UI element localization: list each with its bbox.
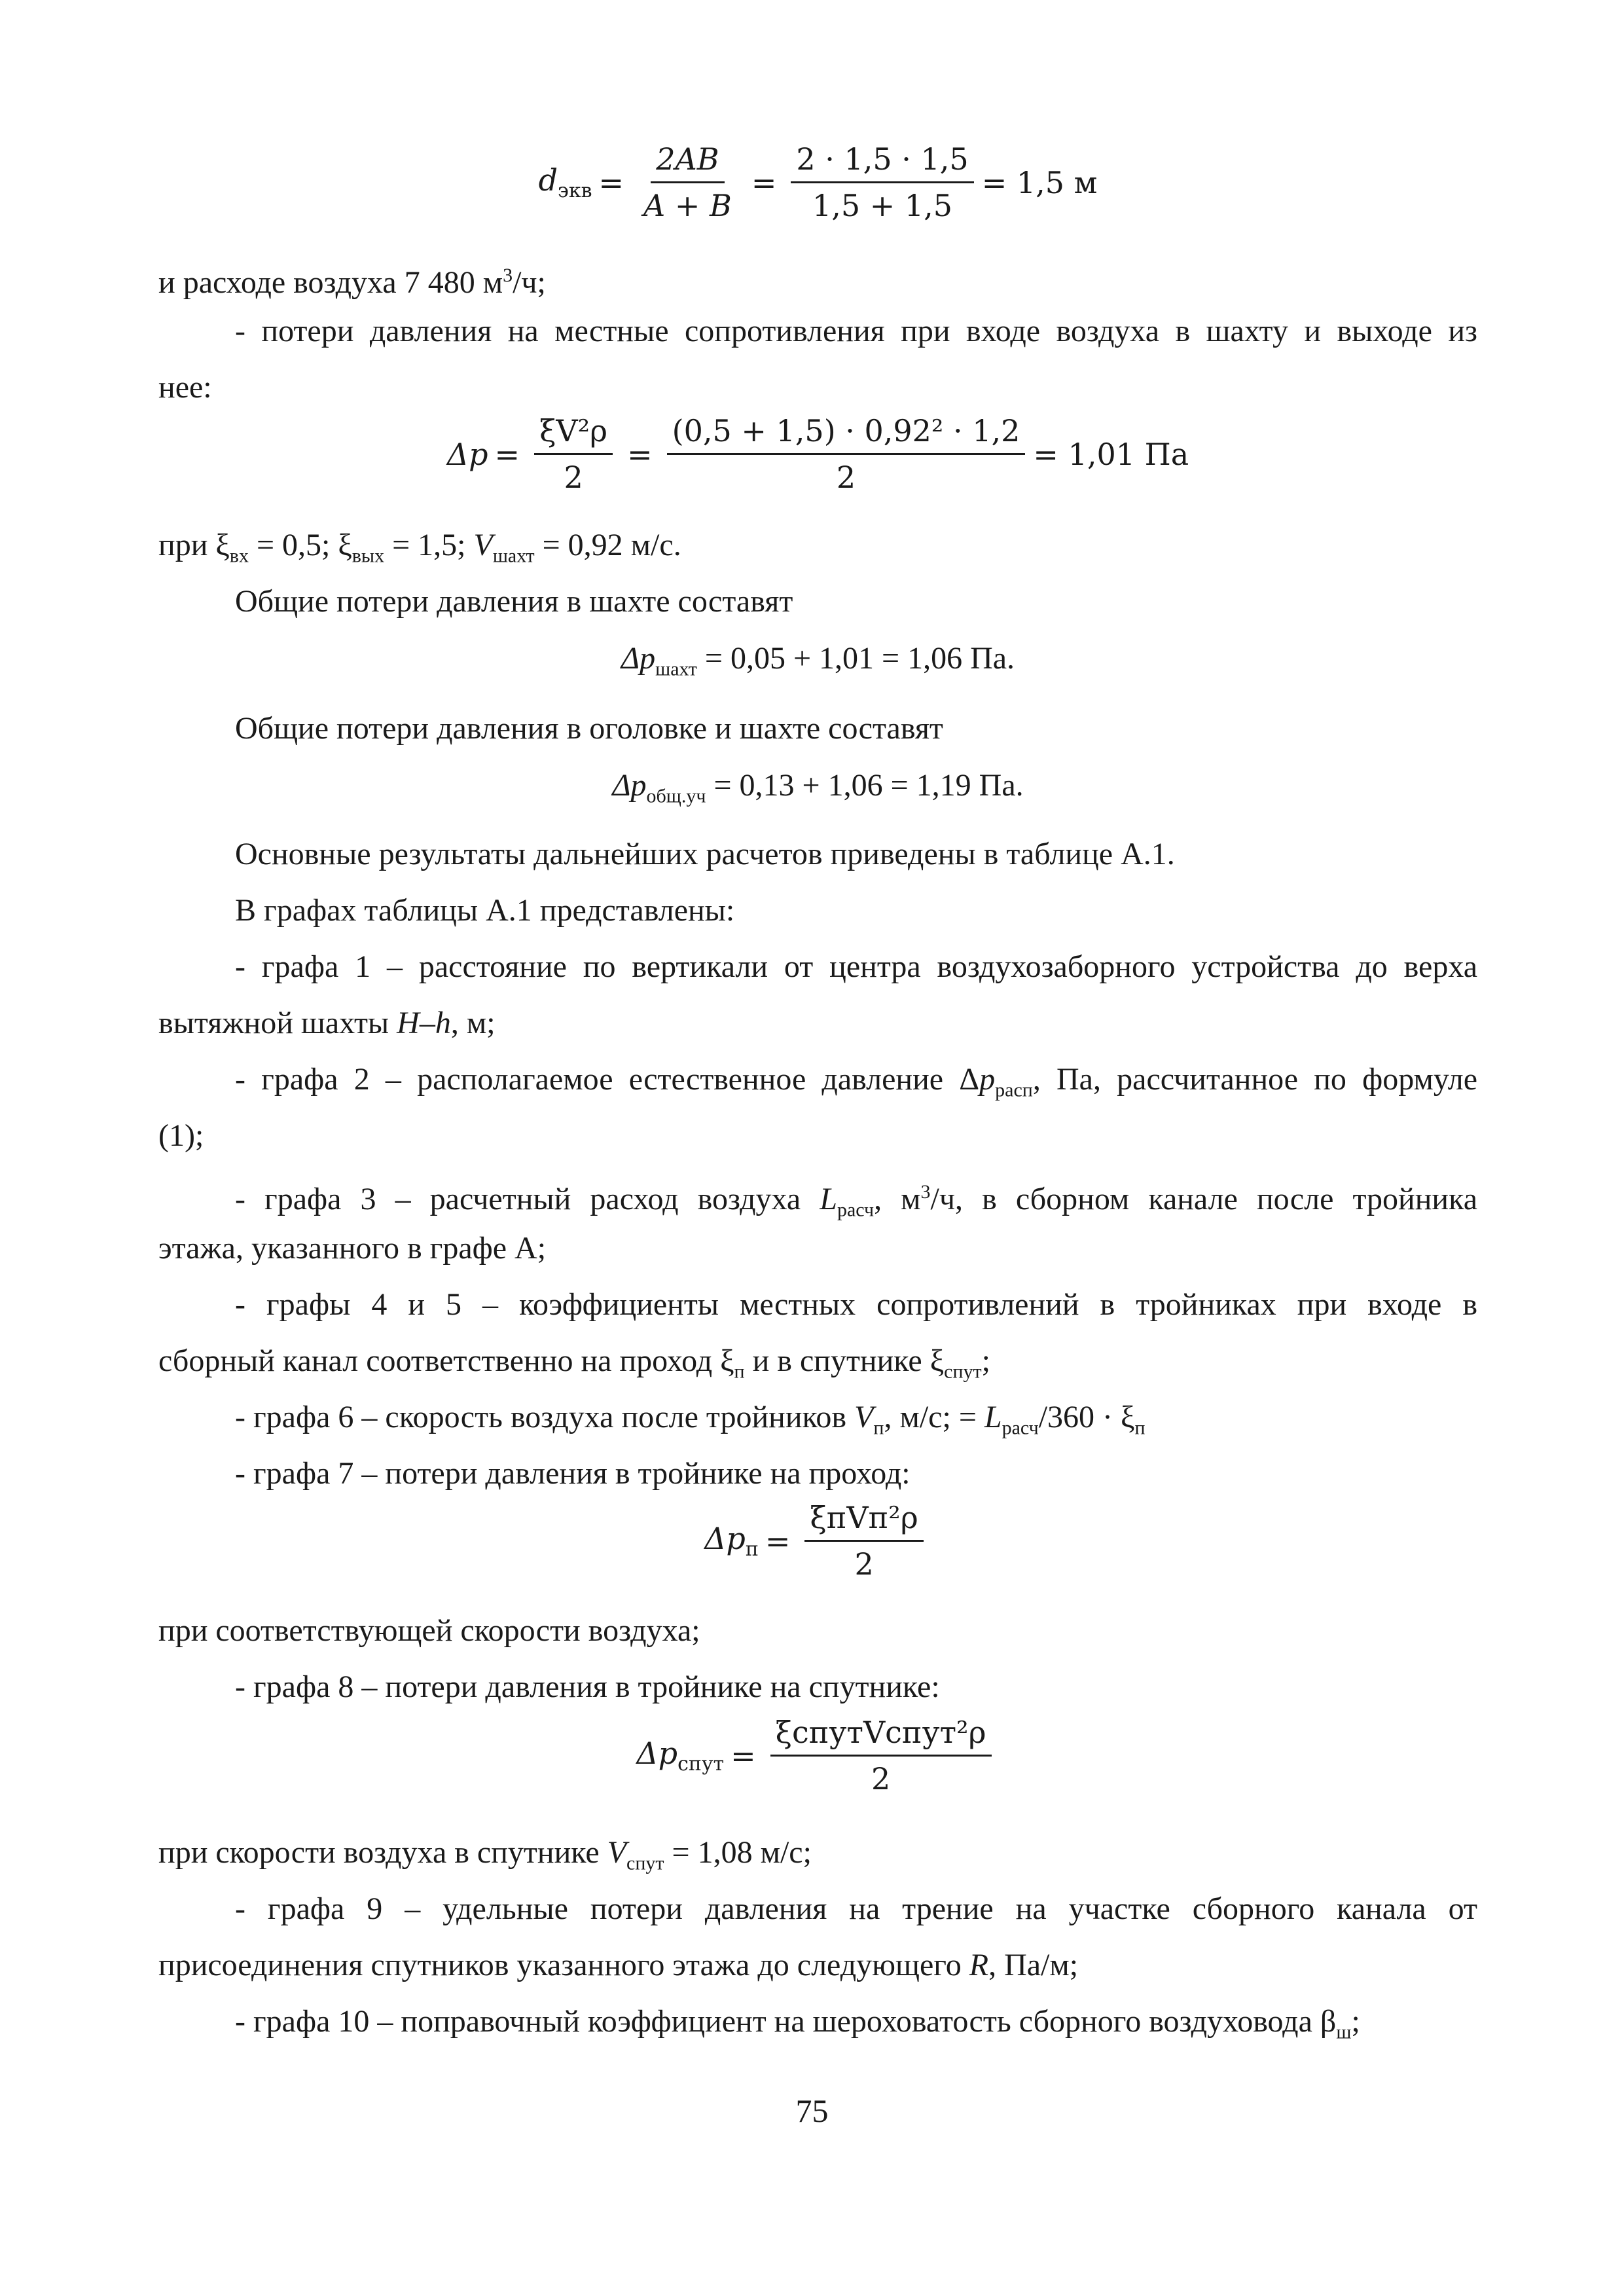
equation-equivalent-diameter: $d_{экв}$ = $\frac{2AB}{A + B}$ = $\frac{2 \cdot 1,5 \cdot 1,5}{1,5 + 1,5}$ = 1,5 м [538, 141, 1098, 223]
fraction-den: 2 [871, 1761, 891, 1796]
paragraph-local-losses-end: нее: [158, 370, 212, 405]
eq-lhs-sub: спут [677, 1753, 725, 1776]
fraction-values [791, 141, 973, 224]
paragraph-column-2: - графа 2 – располагаемое естественное давление $\Delta p_{расп}$, Па, рассчитанное по формуле [235, 1062, 1477, 1101]
paragraph-column-8: - графа 8 – потери давления в тройнике на спутнике: [235, 1669, 940, 1704]
fraction-num: ξV²ρ [534, 412, 613, 455]
fraction-formula [804, 1499, 923, 1582]
equation-shaft-total: $\Delta p_{шахт} = 0,05 + 1,01 = 1,06$ Па. [621, 641, 1015, 680]
eq-lhs-sub: экв [558, 179, 592, 203]
paragraph-column-9-end: присоединения спутников указанного этажа до следующего R, Па/м; [158, 1948, 1079, 1982]
fraction-den: 2 [854, 1546, 874, 1582]
paragraph-speed: при соответствующей скорости воздуха; [158, 1613, 700, 1648]
paragraph-columns-4-5: - графы 4 и 5 – коэффициенты местных сопротивлений в тройниках при входе в [235, 1287, 1477, 1322]
fraction-2ab [638, 141, 737, 224]
paragraph-satellite-speed: при скорости воздуха в спутнике $V_{спут} = 1,08$ м/с; [158, 1835, 812, 1874]
eq-lhs: Δp [636, 1735, 678, 1771]
paragraph-air-flow: и расходе воздуха 7 480 $м^3/ч$; [158, 264, 546, 300]
paragraph-column-1-end: вытяжной шахты H–h, м; [158, 1006, 496, 1040]
equation-tee-pass-loss: $\Delta p_п$ = $\frac{\text{ξпVп²ρ}}{2}$ [158, 1499, 1477, 1582]
eq-result: = 1,5 м [981, 164, 1098, 200]
paragraph-local-losses: - потери давления на местные сопротивления при входе воздуха в шахту и выходе из [235, 314, 1477, 348]
fraction-num: (0,5 + 1,5) · 0,92² · 1,2 [667, 412, 1026, 455]
paragraph-column-3-end: этажа, указанного в графе А; [158, 1231, 547, 1266]
paragraph-column-1: - графа 1 – расстояние по вертикали от центра воздухозаборного устройства до верха [235, 949, 1477, 984]
paragraph-column-7: - графа 7 – потери давления в тройнике на проход: [235, 1456, 911, 1491]
paragraph-total-head: Общие потери давления в оголовке и шахте составят [235, 711, 943, 746]
fraction-den: 2 [836, 460, 856, 495]
page-number: 75 [795, 2092, 829, 2129]
equation-tee-satellite-loss: $\Delta p_{спут}$ = $\frac{\text{ξспутVспут²ρ}}{2}$ [158, 1714, 1477, 1797]
fraction-values [667, 412, 1026, 496]
paragraph-column-10: - графа 10 – поправочный коэффициент на шероховатость сборного воздуховода $\beta_ш$; [235, 2004, 1360, 2043]
fraction-num: 2AB [656, 141, 719, 177]
paragraph-results: Основные результаты дальнейших расчетов приведены в таблице А.1. [235, 837, 1175, 871]
paragraph-column-9: - графа 9 – удельные потери давления на трение на участке сборного канала от [235, 1891, 1477, 1926]
fraction-formula [534, 412, 613, 496]
paragraph-xi-values: при $\xi_{вх} = 0,5$; $\xi_{вых} = 1,5$; $V_{шахт} = 0,92$ м/с. [158, 528, 681, 567]
fraction-den: 2 [564, 460, 583, 495]
paragraph-total-shaft: Общие потери давления в шахте составят [235, 584, 793, 619]
fraction-den: A + B [643, 188, 732, 223]
eq-lhs-sub: п [745, 1538, 759, 1561]
fraction-num: ξпVп²ρ [804, 1499, 923, 1542]
fraction-num: ξспутVспут²ρ [770, 1714, 992, 1757]
eq-result: = 1,01 Па [1033, 436, 1189, 472]
paragraph-column-2-end: (1); [158, 1118, 204, 1153]
eq-lhs: Δp [704, 1520, 746, 1556]
paragraph-column-3: - графа 3 – расчетный расход воздуха $L_{расч}$, $м^3/ч$, в сборном канале после тройника [235, 1181, 1478, 1221]
paragraph-column-6: - графа 6 – скорость воздуха после тройников $V_п$, м/с; = $L_{расч}/360 \cdot \xi_п$ [235, 1400, 1146, 1439]
eq-lhs: Δp [446, 436, 488, 472]
fraction-formula [770, 1714, 992, 1797]
equation-total: $\Delta p_{общ.уч} = 0,13 + 1,06 = 1,19$ Па. [612, 768, 1024, 807]
paragraph-columns: В графах таблицы А.1 представлены: [235, 893, 735, 928]
paragraph-columns-4-5-end: сборный канал соответственно на проход $\xi_п$ и в спутнике $\xi_{спут}$; [158, 1343, 990, 1383]
fraction-num: 2 · 1,5 · 1,5 [791, 141, 973, 183]
equation-local-pressure-loss: Δp = $\frac{\text{ξV²ρ}}{2}$ = $\frac{\text{(0,5 + 1,5) · 0,92² · 1,2}}{2}$ = 1,01 Па [446, 413, 1189, 495]
fraction-den: 1,5 + 1,5 [812, 188, 953, 223]
eq-lhs: d [538, 162, 558, 198]
